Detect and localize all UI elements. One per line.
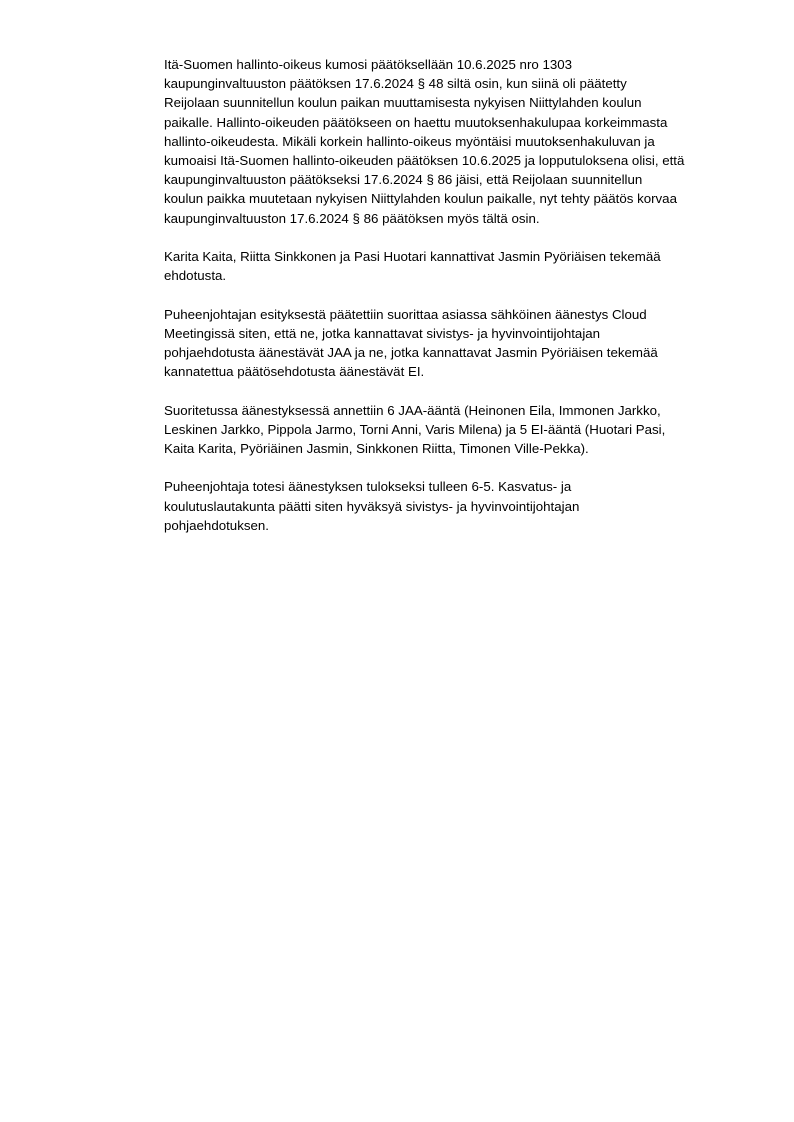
text-line: ehdotusta. — [164, 268, 227, 284]
paragraph-court-decision — [164, 55, 754, 228]
paragraph-supporters — [164, 247, 754, 285]
text-line: hallinto-oikeudesta. Mikäli korkein hallinto-oikeus myöntäisi muutoksenhakuluvan ja — [164, 133, 655, 149]
text-line: kaupunginvaltuuston päätökseksi 17.6.2024 § 86 jäisi, että Reijolaan suunnitellun — [164, 172, 643, 188]
text-line: kaupunginvaltuuston päätöksen 17.6.2024 § 48 siltä osin, kun siinä oli päätetty — [164, 76, 627, 92]
text-line: Suoritetussa äänestyksessä annettiin 6 JAA-ääntä (Heinonen Eila, Immonen Jarkko, — [164, 402, 661, 418]
text-line: Meetingissä siten, että ne, jotka kannattavat sivistys- ja hyvinvointijohtajan — [164, 325, 601, 341]
document-body — [164, 55, 754, 554]
text-line: kannatettua päätösehdotusta äänestävät EI. — [164, 364, 425, 380]
text-line: koulun paikka muutetaan nykyisen Niittylahden koulun paikalle, nyt tehty päätös korvaa — [164, 191, 677, 207]
text-line: Puheenjohtaja totesi äänestyksen tulokseksi tulleen 6-5. Kasvatus- ja — [164, 479, 572, 495]
paragraph-voting-procedure — [164, 305, 754, 382]
text-line: kumoaisi Itä-Suomen hallinto-oikeuden päätöksen 10.6.2025 ja lopputuloksena olisi, että — [164, 153, 685, 169]
text-line: Reijolaan suunnitellun koulun paikan muuttamisesta nykyisen Niittylahden koulun — [164, 95, 642, 111]
paragraph-decision — [164, 477, 754, 535]
text-line: Itä-Suomen hallinto-oikeus kumosi päätöksellään 10.6.2025 nro 1303 — [164, 57, 573, 72]
text-line: pohjaehdotusta äänestävät JAA ja ne, jotka kannattavat Jasmin Pyöriäisen tekemää — [164, 345, 658, 361]
text-line: paikalle. Hallinto-oikeuden päätökseen on haettu muutoksenhakulupaa korkeimmasta — [164, 114, 668, 130]
text-line: kaupunginvaltuuston 17.6.2024 § 86 päätöksen myös tältä osin. — [164, 210, 540, 226]
text-line: Puheenjohtajan esityksestä päätettiin suorittaa asiassa sähköinen äänestys Cloud — [164, 306, 647, 322]
text-line: Karita Kaita, Riitta Sinkkonen ja Pasi Huotari kannattivat Jasmin Pyöriäisen tekemää — [164, 249, 661, 265]
text-line: pohjaehdotuksen. — [164, 517, 269, 533]
text-line: Kaita Karita, Pyöriäinen Jasmin, Sinkkonen Riitta, Timonen Ville-Pekka). — [164, 441, 589, 457]
text-line: Leskinen Jarkko, Pippola Jarmo, Torni Anni, Varis Milena) ja 5 EI-ääntä (Huotari Pasi, — [164, 421, 666, 437]
text-line: koulutuslautakunta päätti siten hyväksyä sivistys- ja hyvinvointijohtajan — [164, 498, 580, 514]
paragraph-voting-result — [164, 401, 754, 459]
